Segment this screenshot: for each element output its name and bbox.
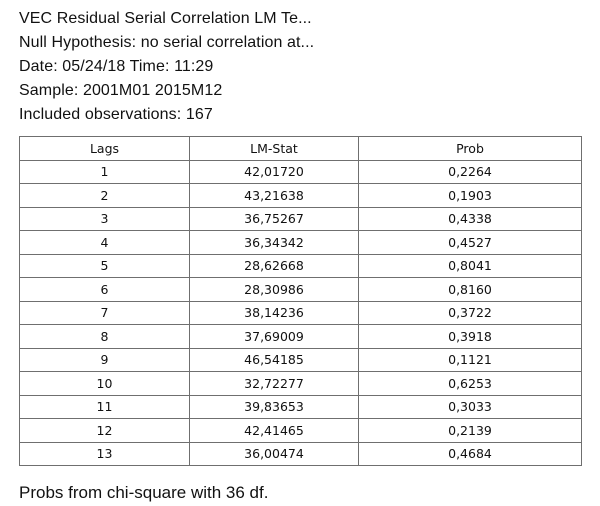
lags-cell: 7 [20,301,190,325]
prob-cell: 0,1903 [359,184,582,208]
column-header-lags: Lags [20,137,190,161]
prob-cell: 0,4527 [359,231,582,255]
lm-stat-cell: 42,01720 [190,160,359,184]
lm-stat-cell: 36,00474 [190,442,359,466]
table-row [20,160,582,184]
lm-stat-cell: 32,72277 [190,372,359,396]
lm-stat-cell: 42,41465 [190,419,359,443]
table-header-row [20,137,582,161]
prob-cell: 0,4338 [359,207,582,231]
lm-stat-cell: 36,34342 [190,231,359,255]
lm-stat-cell: 38,14236 [190,301,359,325]
prob-cell: 0,8041 [359,254,582,278]
prob-cell: 0,4684 [359,442,582,466]
table-row [20,419,582,443]
table-row [20,301,582,325]
lags-cell: 4 [20,231,190,255]
prob-cell: 0,2139 [359,419,582,443]
lm-stat-cell: 46,54185 [190,348,359,372]
lags-cell: 6 [20,278,190,302]
lm-stat-cell: 28,30986 [190,278,359,302]
lm-stat-cell: 39,83653 [190,395,359,419]
lags-cell: 11 [20,395,190,419]
column-header-prob: Prob [359,137,582,161]
lags-cell: 1 [20,160,190,184]
table-row [20,442,582,466]
lags-cell: 12 [20,419,190,443]
lags-cell: 3 [20,207,190,231]
lm-stat-cell: 43,21638 [190,184,359,208]
table-row [20,231,582,255]
table-row [20,325,582,349]
table-row [20,348,582,372]
table-row [20,184,582,208]
lm-test-table-container [19,136,581,466]
null-hypothesis: Null Hypothesis: no serial correlation at... [19,34,315,51]
column-header-lm-stat: LM-Stat [190,137,359,161]
table-row [20,395,582,419]
prob-cell: 0,3722 [359,301,582,325]
lags-cell: 10 [20,372,190,396]
lm-stat-cell: 37,69009 [190,325,359,349]
sample-range: Sample: 2001M01 2015M12 [19,82,223,99]
prob-cell: 0,3918 [359,325,582,349]
prob-cell: 0,6253 [359,372,582,396]
footer-note: Probs from chi-square with 36 df. [19,483,269,502]
date-time: Date: 05/24/18 Time: 11:29 [19,58,214,75]
report-title: VEC Residual Serial Correlation LM Te... [19,10,312,27]
lags-cell: 2 [20,184,190,208]
prob-cell: 0,3033 [359,395,582,419]
lm-stat-cell: 36,75267 [190,207,359,231]
report-header [19,7,579,127]
lags-cell: 13 [20,442,190,466]
table-row [20,372,582,396]
included-observations: Included observations: 167 [19,106,213,123]
lags-cell: 5 [20,254,190,278]
prob-cell: 0,8160 [359,278,582,302]
prob-cell: 0,1121 [359,348,582,372]
lm-stat-cell: 28,62668 [190,254,359,278]
table-row [20,254,582,278]
lags-cell: 8 [20,325,190,349]
lags-cell: 9 [20,348,190,372]
table-row [20,207,582,231]
prob-cell: 0,2264 [359,160,582,184]
table-body [20,160,582,466]
table-row [20,278,582,302]
lm-test-table [19,136,582,466]
